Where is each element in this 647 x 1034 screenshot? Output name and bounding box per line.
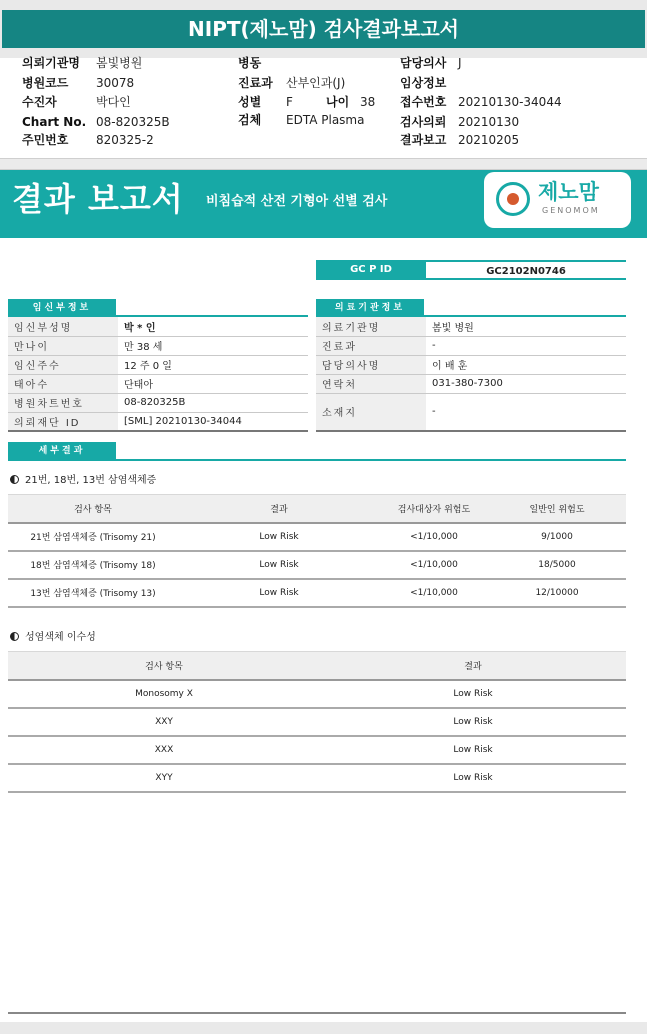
header-label: 진료과 xyxy=(238,76,273,90)
trisomy-subtitle xyxy=(10,471,156,486)
table-cell: Low Risk xyxy=(320,764,626,792)
table-cell: Low Risk xyxy=(320,708,626,736)
header-label: Chart No. xyxy=(22,115,87,129)
table-row xyxy=(8,764,626,792)
info-label: 진료과 xyxy=(316,336,426,355)
info-label: 병원차트번호 xyxy=(8,393,118,412)
half-circle-icon xyxy=(10,475,19,484)
sex-chromosome-table xyxy=(8,651,626,793)
table-row xyxy=(8,523,626,551)
info-row xyxy=(316,374,626,393)
info-value: 만 38 세 xyxy=(118,336,308,355)
info-value: - xyxy=(426,393,626,431)
table-cell: <1/10,000 xyxy=(380,579,488,607)
info-value: 031-380-7300 xyxy=(426,374,626,393)
footer-line xyxy=(8,1012,626,1014)
info-label: 의뢰재단 ID xyxy=(8,412,118,431)
column-header: 검사 항목 xyxy=(8,495,178,523)
info-value: 이 배 훈 xyxy=(426,355,626,374)
table-cell: 18/5000 xyxy=(488,551,626,579)
table-cell: 12/10000 xyxy=(488,579,626,607)
detail-heading: 세부결과 xyxy=(8,442,116,460)
header-value: F xyxy=(286,95,293,109)
section-line xyxy=(8,459,626,461)
table-cell: <1/10,000 xyxy=(380,523,488,551)
logo-icon xyxy=(496,182,530,216)
table-header-row xyxy=(8,652,626,680)
header-value: 820325-2 xyxy=(96,133,154,147)
table-cell: 21번 삼염색체증 (Trisomy 21) xyxy=(8,523,178,551)
genomom-logo xyxy=(484,172,631,228)
info-row xyxy=(8,412,308,431)
header-value: 30078 xyxy=(96,76,135,90)
info-label: 연락처 xyxy=(316,374,426,393)
table-row xyxy=(8,680,626,708)
info-row xyxy=(8,374,308,393)
info-label: 임신주수 xyxy=(8,355,118,374)
header-value: 20210205 xyxy=(458,133,520,147)
info-row xyxy=(316,355,626,374)
info-row xyxy=(8,317,308,336)
header-label: 검사의뢰 xyxy=(400,115,447,129)
header-label: 검체 xyxy=(238,113,262,127)
header-row xyxy=(22,54,80,72)
info-row xyxy=(8,393,308,412)
column-header: 결과 xyxy=(178,495,380,523)
header-label: 접수번호 xyxy=(400,95,447,109)
report-banner xyxy=(0,170,647,238)
gcp-id-label: GC P ID xyxy=(316,260,426,280)
table-cell: <1/10,000 xyxy=(380,551,488,579)
table-cell: XXY xyxy=(8,708,320,736)
header-value: J xyxy=(458,56,462,70)
banner-subtitle: 비침습적 산전 기형아 선별 검사 xyxy=(206,194,388,209)
header-value: 박다인 xyxy=(96,95,131,109)
header-label: 수진자 xyxy=(22,95,57,109)
header-label: 병원코드 xyxy=(22,76,69,90)
column-header: 검사 항목 xyxy=(8,652,320,680)
header-value: 산부인과(J) xyxy=(286,76,346,90)
pregnant-info-table xyxy=(8,317,308,432)
logo-subtext: GENOMOM xyxy=(542,206,600,215)
info-label: 의료기관명 xyxy=(316,317,426,336)
info-label: 임신부성명 xyxy=(8,317,118,336)
gcp-id-value: GC2102N0746 xyxy=(426,260,626,280)
header-value: EDTA Plasma xyxy=(286,113,365,127)
header-value: 08-820325B xyxy=(96,115,170,129)
table-row xyxy=(8,708,626,736)
divider xyxy=(0,158,647,170)
info-row xyxy=(8,355,308,374)
table-cell: Monosomy X xyxy=(8,680,320,708)
sex-chromosome-subtitle xyxy=(10,628,96,643)
table-cell: 9/1000 xyxy=(488,523,626,551)
table-cell: 18번 삼염색체증 (Trisomy 18) xyxy=(8,551,178,579)
report-title: NIPT(제노맘) 검사결과보고서 xyxy=(2,10,645,48)
column-header: 검사대상자 위험도 xyxy=(380,495,488,523)
header-value: 38 xyxy=(360,95,376,109)
header-label: 주민번호 xyxy=(22,133,69,147)
half-circle-icon xyxy=(10,632,19,641)
pregnant-info-heading: 임신부정보 xyxy=(8,299,116,317)
info-label: 소재지 xyxy=(316,393,426,431)
info-value: 08-820325B xyxy=(118,393,308,412)
table-cell: Low Risk xyxy=(320,680,626,708)
info-value: 박 * 인 xyxy=(118,317,308,336)
info-value: 단태아 xyxy=(118,374,308,393)
institution-info-heading: 의료기관정보 xyxy=(316,299,424,317)
trisomy-table xyxy=(8,494,626,608)
header-info xyxy=(0,48,647,156)
page-bottom xyxy=(0,1022,647,1034)
table-header-row xyxy=(8,495,626,523)
info-row xyxy=(8,336,308,355)
info-row xyxy=(316,317,626,336)
column-header: 결과 xyxy=(320,652,626,680)
header-label: 의뢰기관명 xyxy=(22,56,80,70)
trisomy-subtitle-text: 21번, 18번, 13번 삼염색체증 xyxy=(25,475,157,486)
table-row xyxy=(8,579,626,607)
table-cell: Low Risk xyxy=(178,579,380,607)
table-cell: Low Risk xyxy=(178,523,380,551)
column-header: 일반인 위험도 xyxy=(488,495,626,523)
logo-name: 제노맘 xyxy=(538,180,599,204)
header-label: 병동 xyxy=(238,56,262,70)
header-value: 20210130 xyxy=(458,115,520,129)
table-cell: XYY xyxy=(8,764,320,792)
info-label: 태아수 xyxy=(8,374,118,393)
header-label: 성별 xyxy=(238,95,262,109)
info-label: 담당의사명 xyxy=(316,355,426,374)
table-cell: XXX xyxy=(8,736,320,764)
info-label: 만나이 xyxy=(8,336,118,355)
table-row xyxy=(8,551,626,579)
info-row xyxy=(316,336,626,355)
info-value: 12 주 0 일 xyxy=(118,355,308,374)
table-cell: Low Risk xyxy=(320,736,626,764)
banner-title: 결과 보고서 xyxy=(12,180,184,218)
table-row xyxy=(8,736,626,764)
info-value: 봄빛 병원 xyxy=(426,317,626,336)
info-row xyxy=(316,393,626,431)
table-cell: 13번 삼염색체증 (Trisomy 13) xyxy=(8,579,178,607)
header-label: 임상정보 xyxy=(400,76,447,90)
header-label: 담당의사 xyxy=(400,56,447,70)
header-value: 20210130-34044 xyxy=(458,95,562,109)
info-value: [SML] 20210130-34044 xyxy=(118,412,308,431)
institution-info-table xyxy=(316,317,626,432)
sex-chromosome-subtitle-text: 성염색체 이수성 xyxy=(25,632,96,643)
header-value: 봄빛병원 xyxy=(96,56,143,70)
info-value: - xyxy=(426,336,626,355)
table-cell: Low Risk xyxy=(178,551,380,579)
header-label: 결과보고 xyxy=(400,133,447,147)
header-label: 나이 xyxy=(326,95,350,109)
